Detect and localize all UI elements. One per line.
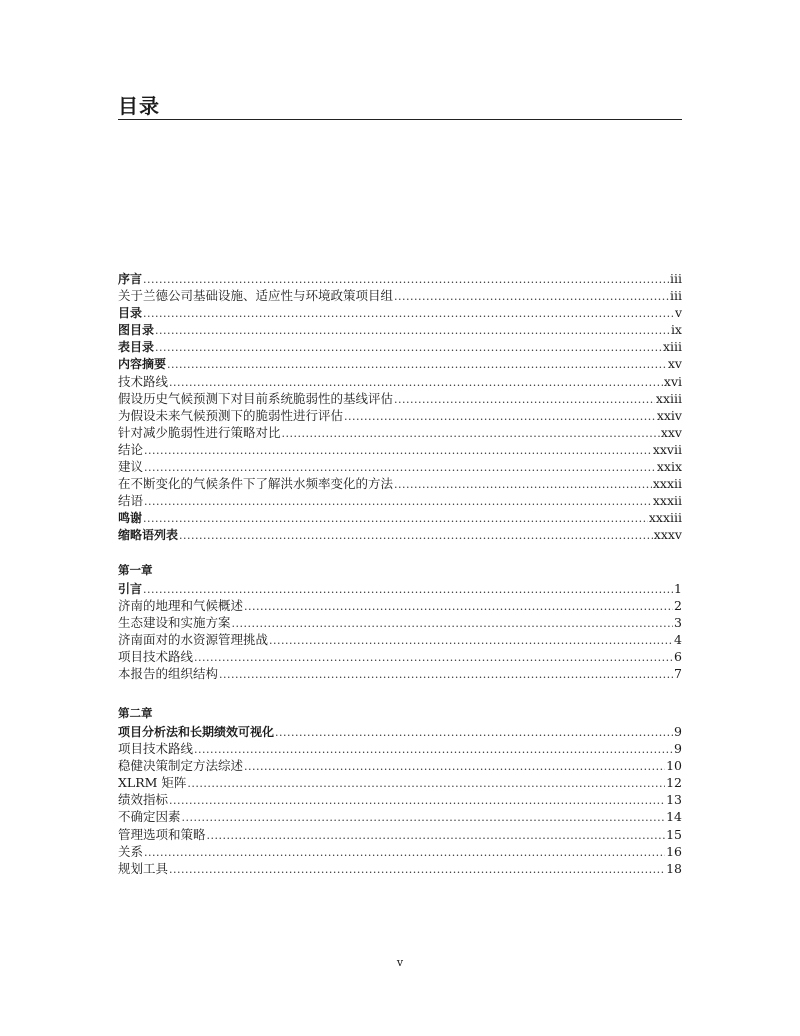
toc-entry[interactable] bbox=[118, 808, 682, 825]
toc-entry[interactable] bbox=[118, 287, 682, 304]
toc-entry-title: 关系 bbox=[118, 843, 144, 859]
dot-leader bbox=[144, 844, 665, 861]
toc-entry[interactable] bbox=[118, 723, 682, 740]
dot-leader bbox=[194, 649, 673, 666]
toc-entry-page: 7 bbox=[674, 666, 682, 682]
toc-entry-title: 本报告的组织结构 bbox=[118, 666, 219, 682]
chapter-1-list bbox=[118, 580, 682, 683]
dot-leader bbox=[155, 339, 662, 356]
toc-entry[interactable] bbox=[118, 390, 682, 407]
toc-entry-title: 缩略语列表 bbox=[118, 528, 179, 543]
dot-leader bbox=[207, 827, 666, 844]
dot-leader bbox=[155, 322, 670, 339]
toc-entry-title: 技术路线 bbox=[118, 373, 169, 389]
toc-entry[interactable] bbox=[118, 509, 682, 526]
toc-entry-page: 2 bbox=[674, 598, 682, 614]
toc-entry-title: 不确定因素 bbox=[118, 809, 181, 825]
toc-entry-title: XLRM 矩阵 bbox=[118, 775, 187, 791]
toc-entry-title: 假设历史气候预测下对目前系统脆弱性的基线评估 bbox=[118, 390, 394, 406]
toc-entry-page: iii bbox=[670, 288, 682, 304]
dot-leader bbox=[194, 741, 673, 758]
dot-leader bbox=[169, 374, 663, 391]
toc-entry-page: 4 bbox=[674, 632, 682, 648]
dot-leader bbox=[169, 861, 665, 878]
toc-entry[interactable] bbox=[118, 407, 682, 424]
toc-entry[interactable] bbox=[118, 475, 682, 492]
toc-entry-page: iii bbox=[670, 271, 682, 286]
toc-entry-title: 项目技术路线 bbox=[118, 649, 194, 665]
dot-leader bbox=[394, 288, 669, 305]
toc-entry-page: xxix bbox=[656, 459, 682, 475]
toc-entry-title: 济南的地理和气候概述 bbox=[118, 598, 244, 614]
dot-leader bbox=[143, 305, 674, 322]
toc-entry-page: 13 bbox=[666, 792, 682, 808]
toc-entry-title: 在不断变化的气候条件下了解洪水频率变化的方法 bbox=[118, 476, 394, 492]
dot-leader bbox=[244, 758, 665, 775]
toc-entry[interactable] bbox=[118, 665, 682, 682]
page-title: 目录 bbox=[118, 94, 160, 118]
toc-entry[interactable] bbox=[118, 791, 682, 808]
toc-entry-title: 内容摘要 bbox=[118, 357, 167, 372]
toc-entry[interactable] bbox=[118, 304, 682, 321]
toc-entry-page: 14 bbox=[666, 809, 682, 825]
toc-entry[interactable] bbox=[118, 614, 682, 631]
toc-entry-page: 12 bbox=[666, 775, 682, 791]
toc-entry-page: 3 bbox=[674, 615, 682, 631]
toc-entry[interactable] bbox=[118, 492, 682, 509]
dot-leader bbox=[269, 632, 673, 649]
toc-entry-page: 9 bbox=[674, 741, 682, 757]
toc-entry-page: xxvii bbox=[652, 441, 682, 457]
chapter-1-label: 第一章 bbox=[118, 563, 153, 577]
toc-entry-title: 建议 bbox=[118, 459, 144, 475]
dot-leader bbox=[143, 581, 673, 598]
toc-entry-title: 稳健决策制定方法综述 bbox=[118, 758, 244, 774]
toc-entry[interactable] bbox=[118, 270, 682, 287]
toc-entry[interactable] bbox=[118, 441, 682, 458]
toc-entry-title: 结语 bbox=[118, 493, 144, 509]
toc-entry[interactable] bbox=[118, 843, 682, 860]
dot-leader bbox=[169, 792, 665, 809]
toc-entry-title: 为假设未来气候预测下的脆弱性进行评估 bbox=[118, 407, 344, 423]
toc-entry-title: 鸣谢 bbox=[118, 511, 143, 526]
dot-leader bbox=[143, 271, 669, 288]
toc-entry-title: 项目技术路线 bbox=[118, 741, 194, 757]
toc-entry-title: 引言 bbox=[118, 582, 143, 596]
toc-entry-title: 项目分析法和长期绩效可视化 bbox=[118, 725, 275, 739]
toc-entry-page: 6 bbox=[674, 649, 682, 665]
toc-entry-title: 生态建设和实施方案 bbox=[118, 615, 231, 631]
front-matter-list bbox=[118, 270, 682, 544]
toc-entry-title: 图目录 bbox=[118, 323, 155, 338]
toc-entry-page: v bbox=[674, 305, 682, 321]
toc-entry-page: xxiii bbox=[655, 390, 682, 406]
chapter-2-label: 第二章 bbox=[118, 706, 153, 720]
toc-entry[interactable] bbox=[118, 757, 682, 774]
toc-entry[interactable] bbox=[118, 373, 682, 390]
toc-entry[interactable] bbox=[118, 526, 682, 543]
toc-entry-title: 结论 bbox=[118, 441, 144, 457]
toc-entry-page: xvi bbox=[663, 373, 682, 389]
dot-leader bbox=[244, 598, 673, 615]
toc-entry[interactable] bbox=[118, 458, 682, 475]
dot-leader bbox=[144, 493, 652, 510]
dot-leader bbox=[344, 408, 656, 425]
toc-entry-page: xxv bbox=[660, 424, 682, 440]
toc-entry-page: 9 bbox=[674, 724, 682, 739]
toc-entry-page: ix bbox=[670, 322, 682, 338]
toc-entry[interactable] bbox=[118, 740, 682, 757]
toc-entry[interactable] bbox=[118, 774, 682, 791]
dot-leader bbox=[232, 615, 674, 632]
toc-entry-title: 目录 bbox=[118, 306, 143, 321]
toc-entry-page: 10 bbox=[666, 758, 682, 774]
dot-leader bbox=[219, 666, 673, 683]
title-rule bbox=[118, 119, 682, 120]
toc-entry[interactable] bbox=[118, 826, 682, 843]
dot-leader bbox=[144, 442, 652, 459]
page-number: v bbox=[396, 956, 404, 969]
toc-entry-page: xxiv bbox=[656, 407, 682, 423]
toc-entry-page: 16 bbox=[666, 843, 682, 859]
toc-entry[interactable] bbox=[118, 355, 682, 372]
toc-entry[interactable] bbox=[118, 631, 682, 648]
dot-leader bbox=[187, 775, 665, 792]
toc-entry-page: xv bbox=[667, 356, 682, 372]
dot-leader bbox=[394, 391, 655, 408]
toc-entry[interactable] bbox=[118, 580, 682, 597]
dot-leader bbox=[275, 724, 673, 741]
toc-entry-title: 绩效指标 bbox=[118, 792, 169, 808]
toc-entry-page: xxxv bbox=[653, 527, 682, 543]
dot-leader bbox=[182, 809, 666, 826]
dot-leader bbox=[282, 425, 660, 442]
toc-entry[interactable] bbox=[118, 321, 682, 338]
chapter-2-list bbox=[118, 723, 682, 877]
toc-entry-page: 15 bbox=[666, 826, 682, 842]
toc-entry[interactable] bbox=[118, 860, 682, 877]
toc-entry-title: 关于兰德公司基础设施、适应性与环境政策项目组 bbox=[118, 288, 394, 304]
dot-leader bbox=[394, 476, 652, 493]
toc-entry-title: 规划工具 bbox=[118, 860, 169, 876]
toc-entry-title: 序言 bbox=[118, 272, 143, 286]
toc-entry[interactable] bbox=[118, 648, 682, 665]
dot-leader bbox=[167, 356, 667, 373]
toc-entry-title: 表目录 bbox=[118, 340, 155, 355]
toc-entry[interactable] bbox=[118, 597, 682, 614]
toc-entry[interactable] bbox=[118, 338, 682, 355]
dot-leader bbox=[144, 459, 656, 476]
toc-entry-page: 18 bbox=[666, 860, 682, 876]
toc-entry-page: xxxii bbox=[652, 493, 682, 509]
toc-entry-page: xxxii bbox=[652, 476, 682, 492]
toc-entry-page: xiii bbox=[662, 339, 682, 355]
toc-entry-page: xxxiii bbox=[648, 510, 682, 526]
dot-leader bbox=[179, 527, 653, 544]
toc-entry-title: 济南面对的水资源管理挑战 bbox=[118, 632, 269, 648]
toc-entry-title: 针对减少脆弱性进行策略对比 bbox=[118, 424, 281, 440]
toc-entry[interactable] bbox=[118, 424, 682, 441]
toc-entry-page: 1 bbox=[674, 581, 682, 596]
dot-leader bbox=[143, 510, 648, 527]
toc-entry-title: 管理选项和策略 bbox=[118, 826, 206, 842]
